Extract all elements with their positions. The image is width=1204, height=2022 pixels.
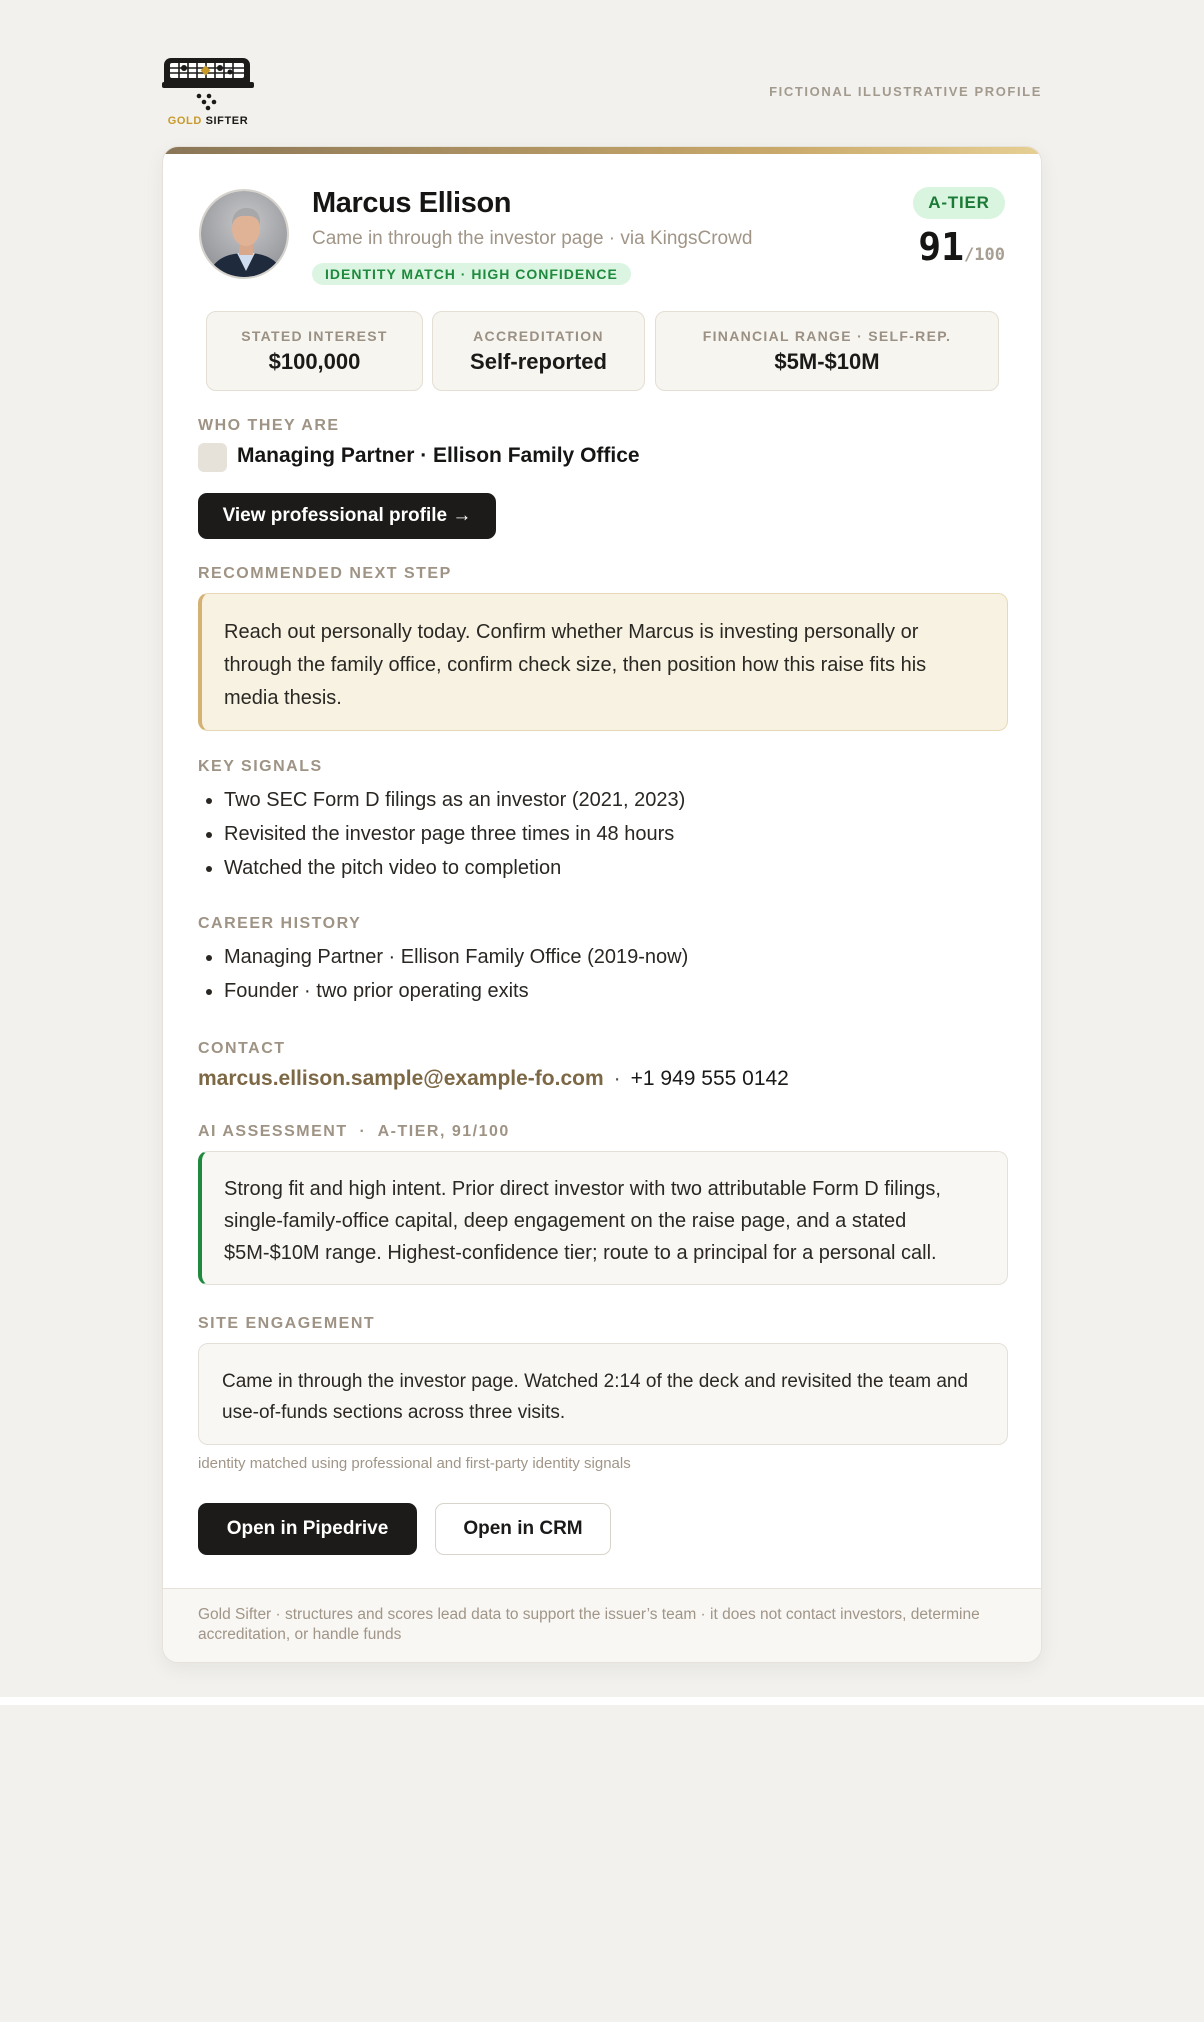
list-item: Watched the pitch video to completion (198, 851, 685, 885)
who-they-are-heading: WHO THEY ARE (198, 417, 340, 434)
top-bar (162, 56, 1042, 132)
ai-assessment-box: Strong fit and high intent. Prior direct investor with two attributable Form D filings, single-family-office capital, deep engagement on the raise page, and a stated $5M-$10M range. Highest-confidence tier; route to a principal for a personal call. (198, 1151, 1008, 1285)
identity-match-badge: IDENTITY MATCH · HIGH CONFIDENCE (312, 263, 631, 285)
organization: Managing Partner · Ellison Family Office (237, 444, 640, 467)
contact-separator: · (613, 1067, 621, 1090)
stat-label: FINANCIAL RANGE · SELF-REP. (702, 328, 952, 344)
open-in-pipedrive-button[interactable]: Open in Pipedrive (198, 1503, 417, 1555)
logo-word-sifter: SIFTER (205, 115, 249, 127)
lead-profile-card (162, 146, 1042, 1663)
ai-assessment-heading: AI ASSESSMENT · A-TIER, 91/100 (198, 1123, 510, 1140)
site-engagement-heading: SITE ENGAGEMENT (198, 1315, 376, 1332)
list-item: Managing Partner · Ellison Family Office (2019-now) (198, 940, 688, 974)
avatar (199, 189, 289, 279)
stat-value: $5M-$10M (774, 349, 880, 374)
contact-heading: CONTACT (198, 1040, 286, 1057)
card-accent-bar (163, 147, 1041, 154)
career-history-heading: CAREER HISTORY (198, 915, 362, 932)
avatar-portrait (201, 191, 289, 279)
page-divider (0, 1697, 1204, 1705)
identity-note: identity matched using professional and first-party identity signals (198, 1455, 631, 1472)
next-step-callout: Reach out personally today. Confirm whether Marcus is investing personally or through the family office, confirm check size, then position how this raise fits his media thesis. (198, 593, 1008, 731)
score-value: 91 (918, 225, 965, 269)
sifter-icon (162, 56, 254, 114)
career-history-list (198, 940, 688, 1008)
lead-source: Came in through the investor page · via KingsCrowd (312, 228, 753, 249)
stat-label: ACCREDITATION (473, 328, 604, 344)
email-link[interactable]: marcus.ellison.sample@example-fo.com (198, 1067, 604, 1090)
stat-value: $100,000 (268, 349, 361, 374)
list-item: Two SEC Form D filings as an investor (2021, 2023) (198, 783, 685, 817)
site-engagement-box: Came in through the investor page. Watched 2:14 of the deck and revisited the team and use-of-funds sections across three visits. (198, 1343, 1008, 1445)
gold-sifter-logo[interactable] (162, 56, 254, 132)
stat-financial-range (655, 311, 999, 391)
key-signals-heading: KEY SIGNALS (198, 758, 323, 775)
open-in-crm-button[interactable]: Open in CRM (435, 1503, 611, 1555)
key-signals-list (198, 783, 685, 885)
stats-row (206, 311, 1010, 391)
card-footer: Gold Sifter · structures and scores lead data to support the issuer’s team · it does not contact investors, determine accreditation, or handle funds (163, 1588, 1041, 1662)
list-item: Revisited the investor page three times in 48 hours (198, 817, 685, 851)
stat-stated-interest (206, 311, 423, 391)
next-step-heading: RECOMMENDED NEXT STEP (198, 565, 452, 582)
tier-badge: A-TIER (913, 187, 1005, 219)
company-icon (198, 443, 227, 472)
phone-number[interactable]: +1 949 555 0142 (630, 1067, 789, 1090)
view-profile-button[interactable]: View professional profile → (198, 493, 496, 539)
lead-score (918, 225, 1005, 269)
contact-line (198, 1067, 789, 1091)
list-item: Founder · two prior operating exits (198, 974, 688, 1008)
score-max: /100 (964, 245, 1005, 265)
stat-label: STATED INTEREST (241, 328, 388, 344)
logo-word-gold: GOLD (167, 115, 202, 127)
lead-name: Marcus Ellison (312, 187, 512, 219)
stat-accreditation (432, 311, 645, 391)
fictional-notice: FICTIONAL ILLUSTRATIVE PROFILE (769, 84, 1042, 99)
logo-wordmark (162, 115, 254, 127)
stat-value: Self-reported (470, 349, 607, 374)
